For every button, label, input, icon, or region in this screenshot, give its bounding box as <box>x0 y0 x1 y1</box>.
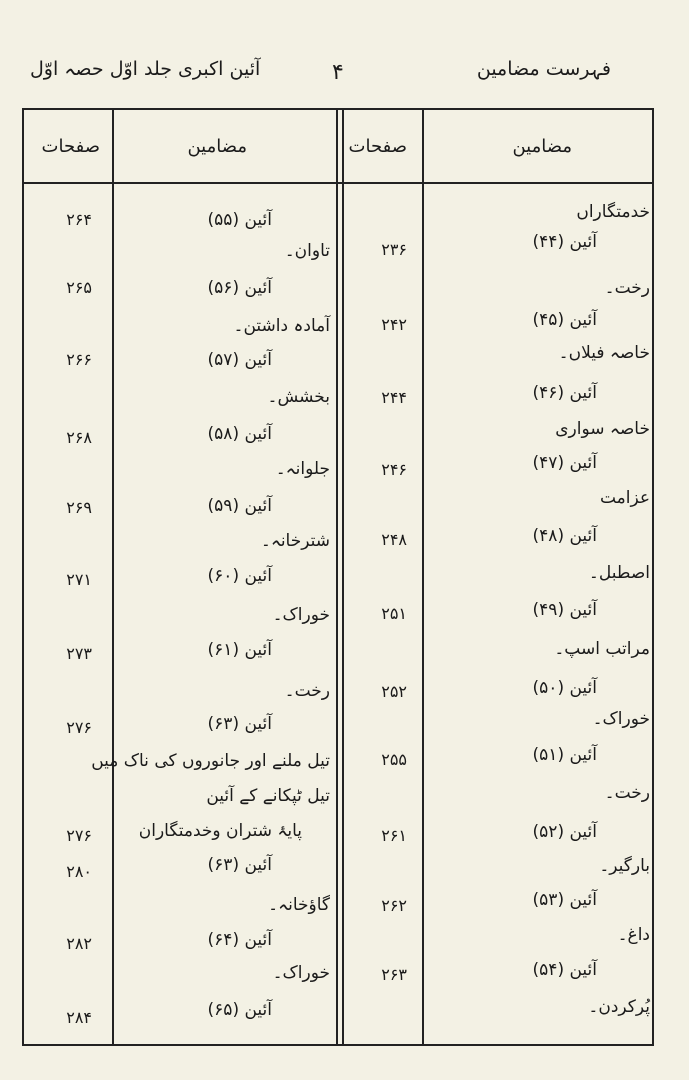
list-item: آئین (۶۱) <box>207 640 272 660</box>
col-head-right-subjects: مضامین <box>512 136 572 157</box>
list-item: آئین (۵۵) <box>207 210 272 230</box>
page-ref: ۲۶۶ <box>66 350 92 369</box>
list-item: رخت۔ <box>604 278 650 298</box>
page-ref: ۲۶۱ <box>381 826 407 845</box>
list-item: آئین (۵۳) <box>532 890 597 910</box>
page-ref: ۲۶۸ <box>66 428 92 447</box>
page-ref: ۲۶۴ <box>66 210 92 229</box>
list-item: خوراک۔ <box>272 963 330 983</box>
list-item: آئین (۵۸) <box>207 424 272 444</box>
list-item: خاصہ سواری <box>555 419 650 439</box>
page-ref: ۲۴۲ <box>381 315 407 334</box>
list-item: آئین (۵۶) <box>207 278 272 298</box>
list-item: داغ۔ <box>617 925 650 945</box>
col-head-right-pages: صفحات <box>348 136 407 157</box>
page-ref: ۲۶۲ <box>381 896 407 915</box>
page-number: ۴ <box>332 60 344 85</box>
col-head-left-pages: صفحات <box>41 136 100 157</box>
list-item: آئین (۵۰) <box>532 678 597 698</box>
col-head-left-subjects: مضامین <box>187 136 247 157</box>
list-item: تیل ملنے اور جانوروں کی ناک میں <box>91 751 330 771</box>
list-item: اصطبل۔ <box>588 563 650 583</box>
list-item: آئین (۴۸) <box>532 526 597 546</box>
page-ref: ۲۸۲ <box>66 934 92 953</box>
list-item: بخشش۔ <box>267 387 330 407</box>
page-ref: ۲۳۶ <box>381 240 407 259</box>
header-divider <box>24 182 652 184</box>
list-item: آئین (۵۹) <box>207 496 272 516</box>
list-item: جلوانہ۔ <box>275 459 330 479</box>
page-ref: ۲۸۴ <box>66 1008 92 1027</box>
list-item: آئین (۶۰) <box>207 566 272 586</box>
list-item: خاصہ فیلاں۔ <box>558 343 650 363</box>
list-item: مراتب اسپ۔ <box>554 639 650 659</box>
list-item: گاؤخانہ۔ <box>268 895 330 915</box>
page-ref: ۲۷۶ <box>66 718 92 737</box>
list-item: پُرکردن۔ <box>588 997 650 1017</box>
page-ref: ۲۴۸ <box>381 530 407 549</box>
list-item: آئین (۵۲) <box>532 822 597 842</box>
list-item: خوراک۔ <box>272 605 330 625</box>
column-divider <box>336 110 338 1044</box>
list-item: بارگیر۔ <box>599 856 650 876</box>
page-ref: ۲۸۰ <box>66 862 92 881</box>
page-ref: ۲۴۴ <box>381 388 407 407</box>
contents-table <box>22 108 654 1046</box>
page-ref: ۲۶۳ <box>381 965 407 984</box>
page-ref: ۲۶۵ <box>66 278 92 297</box>
page-ref: ۲۵۱ <box>381 604 407 623</box>
list-item: تیل ٹپکانے کے آئین <box>206 786 330 806</box>
column-divider <box>422 110 424 1044</box>
list-item: آئین (۶۵) <box>207 1000 272 1020</box>
list-item: آئین (۴۴) <box>532 232 597 252</box>
page-ref: ۲۷۱ <box>66 570 92 589</box>
list-item: آئین (۶۳) <box>207 714 272 734</box>
header-right-title: فہرست مضامین <box>476 58 611 80</box>
list-item: آئین (۴۵) <box>532 310 597 330</box>
list-item: آئین (۵۷) <box>207 350 272 370</box>
list-item: آئین (۴۶) <box>532 383 597 403</box>
page-ref: ۲۷۶ <box>66 826 92 845</box>
column-divider <box>112 110 114 1044</box>
list-item: خوراک۔ <box>592 709 650 729</box>
header-left-title: آئین اکبری جلد اوّل حصہ اوّل <box>30 58 261 80</box>
list-item: آمادہ داشتن۔ <box>233 316 330 336</box>
page-ref: ۲۵۲ <box>381 682 407 701</box>
list-item: آئین (۵۴) <box>532 960 597 980</box>
list-item: رخت۔ <box>604 783 650 803</box>
list-item: آئین (۶۳) <box>207 855 272 875</box>
list-item: رخت۔ <box>284 681 330 701</box>
list-item: خدمتگاراں <box>576 202 650 222</box>
list-item: پایۂ شتران وخدمتگاران <box>138 821 302 841</box>
list-item: شترخانہ۔ <box>260 531 330 551</box>
list-item: آئین (۴۹) <box>532 600 597 620</box>
page-ref: ۲۴۶ <box>381 460 407 479</box>
column-divider <box>342 110 344 1044</box>
list-item: آئین (۴۷) <box>532 453 597 473</box>
list-item: عزامت <box>599 488 650 508</box>
list-item: تاوان۔ <box>284 241 330 261</box>
page-ref: ۲۶۹ <box>66 498 92 517</box>
list-item: آئین (۵۱) <box>532 745 597 765</box>
page-ref: ۲۵۵ <box>381 750 407 769</box>
page-ref: ۲۷۳ <box>66 644 92 663</box>
list-item: آئین (۶۴) <box>207 930 272 950</box>
